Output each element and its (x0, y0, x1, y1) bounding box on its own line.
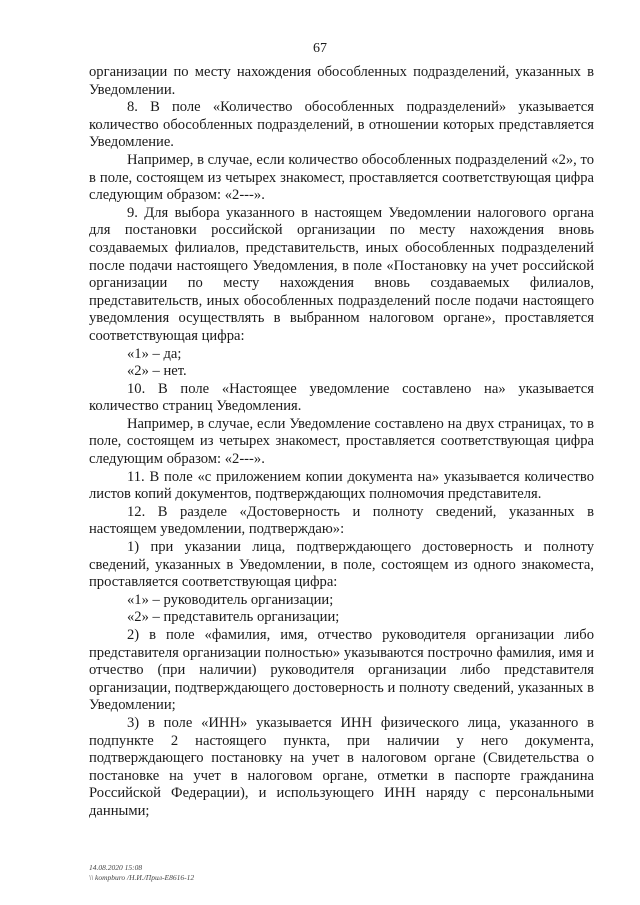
paragraph: 2) в поле «фамилия, имя, отчество руководителя организации либо представителя организации полностью» указываются построчно фамилия, имя и отчество (при наличии) руководителя организации либо представителя организации, подтверждающего достоверность и полноту сведений, указанных в Уведомлении; (89, 627, 594, 714)
footer (89, 863, 194, 883)
footer-path: \\ kompburo /Н.И./Прил-Е8616-12 (89, 873, 195, 882)
footer-timestamp: 14.08.2020 15:08 (89, 863, 143, 872)
paragraph: 10. В поле «Настоящее уведомление составлено на» указывается количество страниц Уведомления. (89, 380, 594, 415)
paragraph: Например, в случае, если количество обособленных подразделений «2», то в поле, состоящем из четырех знакомест, проставляется соответствующая цифра следующим образом: «2---». (89, 151, 594, 204)
paragraph: 12. В разделе «Достоверность и полноту сведений, указанных в настоящем уведомлении, подтверждаю»: (89, 503, 594, 538)
paragraph: 8. В поле «Количество обособленных подразделений» указывается количество обособленных подразделений, в отношении которых представляется Уведомление. (89, 99, 594, 151)
paragraph: «2» – представитель организации; (127, 609, 340, 626)
paragraph: 1) при указании лица, подтверждающего достоверность и полноту сведений, указанных в Уведомлении, в поле, состоящем из одного знакоместа, проставляется соответствующая цифра: (89, 539, 594, 591)
document-body (89, 64, 594, 821)
paragraph: 9. Для выбора указанного в настоящем Уведомлении налогового органа для постановки российской организации по месту нахождения вновь создаваемых филиалов, представительств, иных обособленных подразделений после подачи настоящего Уведомления, в поле «Постановку на учет российской организации по месту нахождения вновь создаваемых филиалов, представительств, иных обособленных подразделений после подачи настоящего уведомления осуществлять в выбранном налоговом органе», проставляется соответствующая цифра: (89, 204, 594, 344)
paragraph: Например, в случае, если Уведомление составлено на двух страницах, то в поле, состоящем из четырех знакомест, проставляется соответствующая цифра следующим образом: «2---». (89, 415, 594, 468)
paragraph: 11. В поле «с приложением копии документа на» указывается количество листов копий документов, подтверждающих полномочия представителя. (89, 468, 594, 503)
paragraph: «1» – руководитель организации; (127, 591, 334, 608)
paragraph: «2» – нет. (127, 363, 187, 380)
paragraph: организации по месту нахождения обособленных подразделений, указанных в Уведомлении. (89, 64, 594, 98)
paragraph: 3) в поле «ИНН» указывается ИНН физического лица, указанного в подпункте 2 настоящего пункта, при наличии у него документа, подтверждающего постановку на учет в налоговом органе (Свидетельства о постановке на учет в налоговом органе, отметки в паспорте гражданина Российской Федерации), и использующего ИНН наряду с персональными данными; (89, 714, 594, 819)
page-number: 67 (313, 41, 327, 56)
paragraph: «1» – да; (127, 345, 182, 362)
